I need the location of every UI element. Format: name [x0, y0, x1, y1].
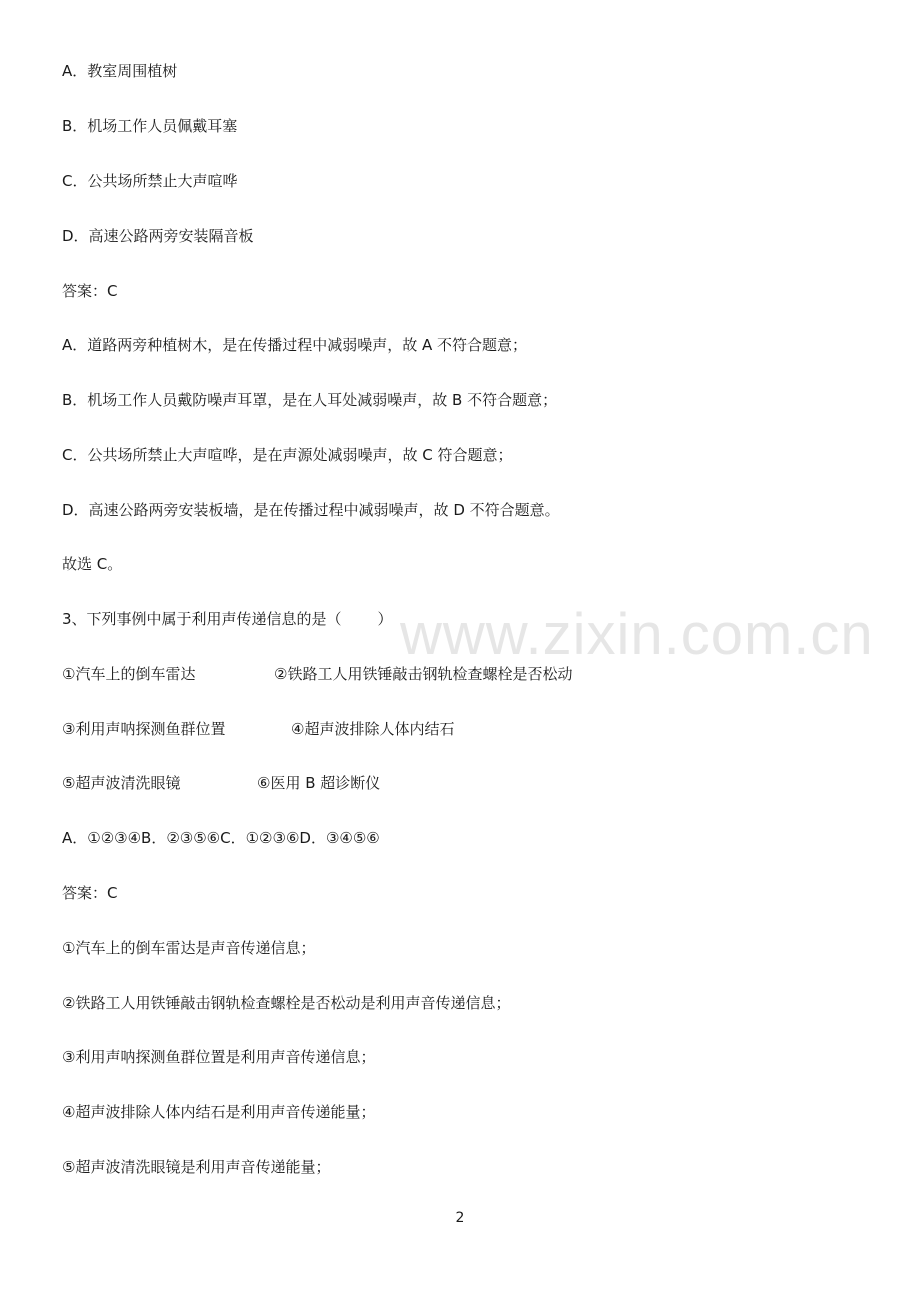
q2-conclusion: 故选 C。: [62, 555, 123, 573]
page-number: 2: [455, 1210, 465, 1226]
q3-stem-close: ）: [377, 610, 393, 628]
q2-option-c: C．公共场所禁止大声喧哗: [62, 172, 238, 190]
q3-item-1: ①汽车上的倒车雷达: [62, 665, 196, 683]
q3-answer: 答案：C: [62, 884, 118, 902]
q3-item-6: ⑥医用 B 超诊断仪: [257, 774, 381, 792]
q3-item-2: ②铁路工人用铁锤敲击钢轨检查螺栓是否松动: [274, 665, 573, 683]
q3-item-5: ⑤超声波清洗眼镜: [62, 774, 181, 792]
watermark: www.zixin.com.cn: [400, 602, 874, 667]
q2-analysis-b: B．机场工作人员戴防噪声耳罩，是在人耳处减弱噪声，故 B 不符合题意；: [62, 391, 558, 409]
q3-choices: A．①②③④B．②③⑤⑥C．①②③⑥D．③④⑤⑥: [62, 829, 380, 847]
q3-item-3: ③利用声呐探测鱼群位置: [62, 720, 226, 738]
q3-analysis-1: ①汽车上的倒车雷达是声音传递信息；: [62, 939, 316, 957]
q3-analysis-4: ④超声波排除人体内结石是利用声音传递能量；: [62, 1103, 376, 1121]
q2-analysis-d: D．高速公路两旁安装板墙，是在传播过程中减弱噪声，故 D 不符合题意。: [62, 501, 560, 519]
q3-item-4: ④超声波排除人体内结石: [291, 720, 455, 738]
q2-option-d: D．高速公路两旁安装隔音板: [62, 227, 254, 245]
q3-stem-text: 3、下列事例中属于利用声传递信息的是（: [62, 610, 342, 628]
q2-answer: 答案：C: [62, 282, 118, 300]
q2-option-b: B．机场工作人员佩戴耳塞: [62, 117, 238, 135]
q2-option-a: A．教室周围植树: [62, 62, 178, 80]
q3-analysis-5: ⑤超声波清洗眼镜是利用声音传递能量；: [62, 1158, 331, 1176]
q3-analysis-3: ③利用声呐探测鱼群位置是利用声音传递信息；: [62, 1048, 376, 1066]
q2-analysis-c: C．公共场所禁止大声喧哗，是在声源处减弱噪声，故 C 符合题意；: [62, 446, 513, 464]
q3-stem: [62, 609, 393, 629]
q2-analysis-a: A．道路两旁种植树木，是在传播过程中减弱噪声，故 A 不符合题意；: [62, 336, 528, 354]
q3-analysis-2: ②铁路工人用铁锤敲击钢轨检查螺栓是否松动是利用声音传递信息；: [62, 994, 511, 1012]
